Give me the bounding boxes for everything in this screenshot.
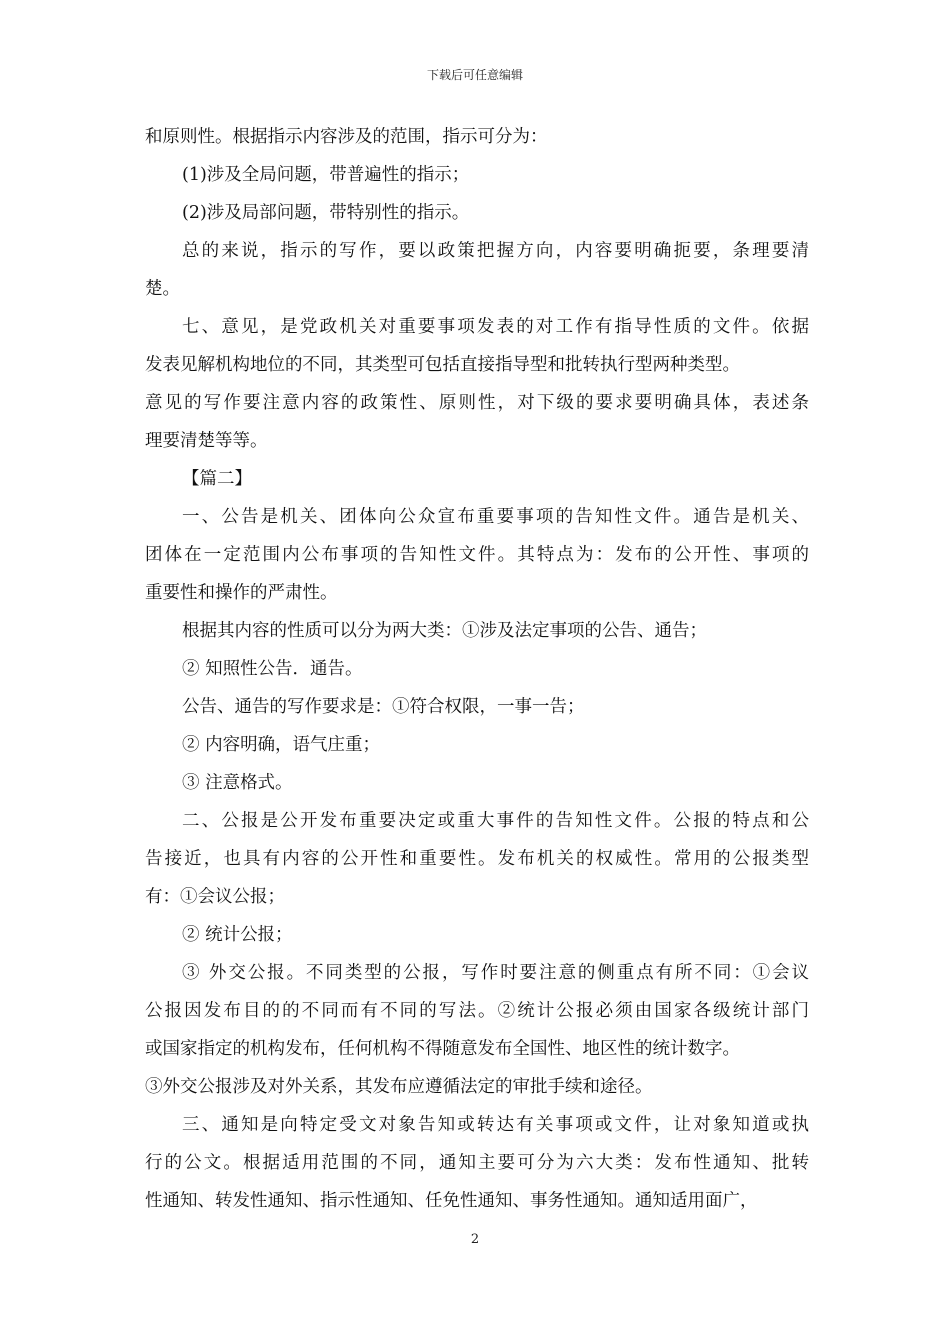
text-line: (2)涉及局部问题，带特别性的指示。 <box>182 203 470 223</box>
text-line: 公报因发布目的的不同而有不同的写法。②统计公报必须由国家各级统计部门 <box>145 1001 809 1021</box>
text-line: 【篇二】 <box>182 469 252 489</box>
text-line: (1)涉及全局问题，带普遍性的指示； <box>182 165 470 185</box>
page-number: 2 <box>470 1232 480 1247</box>
text-line: 意见的写作要注意内容的政策性、原则性，对下级的要求要明确具体，表述条 <box>145 393 809 413</box>
text-line: 公告、通告的写作要求是：①符合权限，一事一告； <box>182 697 585 717</box>
text-line: ② 知照性公告．通告。 <box>182 659 363 679</box>
text-line: 理要清楚等等。 <box>145 431 268 451</box>
text-line: 重要性和操作的严肃性。 <box>145 583 338 603</box>
text-line: 或国家指定的机构发布，任何机构不得随意发布全国性、地区性的统计数字。 <box>145 1039 740 1059</box>
text-line: 发表见解机构地位的不同，其类型可包括直接指导型和批转执行型两种类型。 <box>145 355 740 375</box>
text-line: 和原则性。根据指示内容涉及的范围，指示可分为： <box>145 127 548 147</box>
text-line: 性通知、转发性通知、指示性通知、任免性通知、事务性通知。通知适用面广， <box>145 1191 758 1211</box>
text-line: 总的来说，指示的写作，要以政策把握方向，内容要明确扼要，条理要清 <box>182 241 809 261</box>
text-line: 告接近，也具有内容的公开性和重要性。发布机关的权威性。常用的公报类型 <box>145 849 809 869</box>
text-line: 三、通知是向特定受文对象告知或转达有关事项或文件，让对象知道或执 <box>182 1115 809 1135</box>
text-line: ② 内容明确，语气庄重； <box>182 735 381 755</box>
text-line: 根据其内容的性质可以分为两大类：①涉及法定事项的公告、通告； <box>182 621 707 641</box>
text-line: ③外交公报涉及对外关系，其发布应遵循法定的审批手续和途径。 <box>145 1077 653 1097</box>
text-line: 行的公文。根据适用范围的不同，通知主要可分为六大类：发布性通知、批转 <box>145 1153 809 1173</box>
text-line: 七、意见，是党政机关对重要事项发表的对工作有指导性质的文件。依据 <box>182 317 809 337</box>
text-line: ③ 注意格式。 <box>182 773 293 793</box>
document-body <box>145 118 809 1220</box>
text-line: ③ 外交公报。不同类型的公报，写作时要注意的侧重点有所不同：①会议 <box>182 963 809 983</box>
text-line: 一、公告是机关、团体向公众宣布重要事项的告知性文件。通告是机关、 <box>182 507 809 527</box>
page-header: 下载后可任意编辑 <box>426 68 523 82</box>
text-line: 楚。 <box>145 279 180 299</box>
text-line: ② 统计公报； <box>182 925 293 945</box>
text-line: 团体在一定范围内公布事项的告知性文件。其特点为：发布的公开性、事项的 <box>145 545 809 565</box>
text-line: 二、公报是公开发布重要决定或重大事件的告知性文件。公报的特点和公 <box>182 811 809 831</box>
text-line: 有：①会议公报； <box>145 887 285 907</box>
